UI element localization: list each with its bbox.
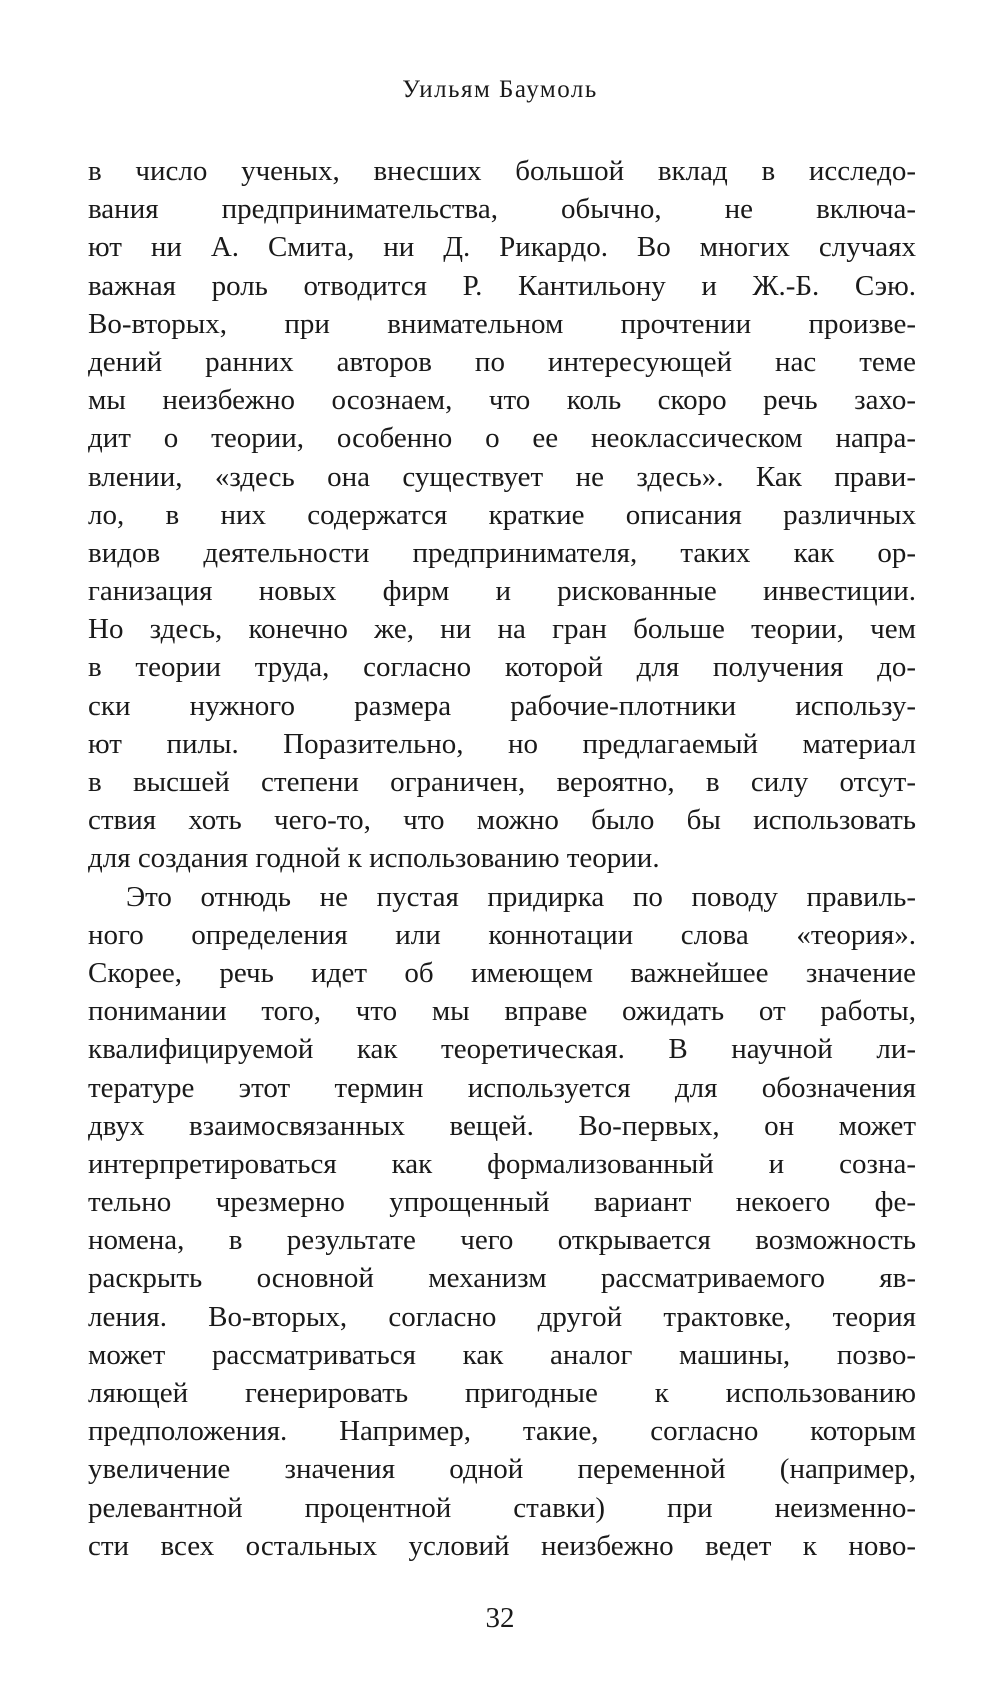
text-line: дит о теории, особенно о ее неоклассическом напра- [88,422,916,455]
text-line: квалифицируемой как теоретическая. В научной ли- [88,1033,916,1066]
text-line: раскрыть основной механизм рассматриваемого яв- [88,1262,916,1295]
text-line: тельно чрезмерно упрощенный вариант некоего фе- [88,1186,916,1219]
text-line: номена, в результате чего открывается возможность [88,1224,916,1257]
text-line: вания предпринимательства, обычно, не включа- [88,193,916,226]
text-line: интерпретироваться как формализованный и созна- [88,1147,916,1180]
text-line: увеличение значения одной переменной (например, [88,1453,916,1486]
text-line: релевантной процентной ставки) при неизменно- [88,1491,916,1524]
text-line: в число ученых, внесших большой вклад в исследо- [88,155,916,187]
text-line: важная роль отводится Р. Кантильону и Ж.-Б. Сэю. [88,269,916,302]
text-line: предположения. Например, такие, согласно которым [88,1415,916,1448]
text-line: ют ни А. Смита, ни Д. Рикардо. Во многих случаях [88,231,916,264]
page-number: 32 [485,1602,515,1634]
text-line: ют пилы. Поразительно, но предлагаемый материал [88,727,916,760]
text-line: видов деятельности предпринимателя, таких как ор- [88,536,916,569]
text-line: ски нужного размера рабочие-плотники использу- [88,689,916,722]
text-line: в высшей степени ограничен, вероятно, в силу отсут- [88,766,916,798]
text-line: может рассматриваться как аналог машины, позво- [88,1338,916,1371]
text-line: ло, в них содержатся краткие описания различных [88,498,916,531]
text-line: двух взаимосвязанных вещей. Во-первых, он может [88,1109,916,1142]
text-line: Скорее, речь идет об имеющем важнейшее значение [88,956,916,989]
running-title: Уильям Баумоль [402,76,598,103]
text-line: ляющей генерировать пригодные к использованию [88,1377,916,1409]
text-line: для создания годной к использованию теории. [88,842,660,875]
text-line: ганизация новых фирм и рискованные инвестиции. [88,575,916,608]
text-line: Во-вторых, при внимательном прочтении произве- [88,307,916,340]
text-line: мы неизбежно осознаем, что коль скоро речь захо- [88,384,916,417]
text-line: Это отнюдь не пустая придирка по поводу правиль- [126,880,916,913]
text-line: ствия хоть чего-то, что можно было бы использовать [88,804,916,837]
text-line: дений ранних авторов по интересующей нас теме [88,345,916,378]
text-line: в теории труда, согласно которой для получения до- [88,651,916,684]
text-line: ного определения или коннотации слова «теория». [88,918,916,951]
text-line: понимании того, что мы вправе ожидать от работы, [88,995,916,1028]
text-line: Но здесь, конечно же, ни на гран больше теории, чем [88,613,916,646]
body-text [88,152,916,1565]
text-line: ления. Во-вторых, согласно другой трактовке, теория [88,1300,916,1333]
text-line: тературе этот термин используется для обозначения [88,1071,916,1104]
text-line: влении, «здесь она существует не здесь». Как прави- [88,460,916,493]
text-line: сти всех остальных условий неизбежно ведет к ново- [88,1529,916,1562]
